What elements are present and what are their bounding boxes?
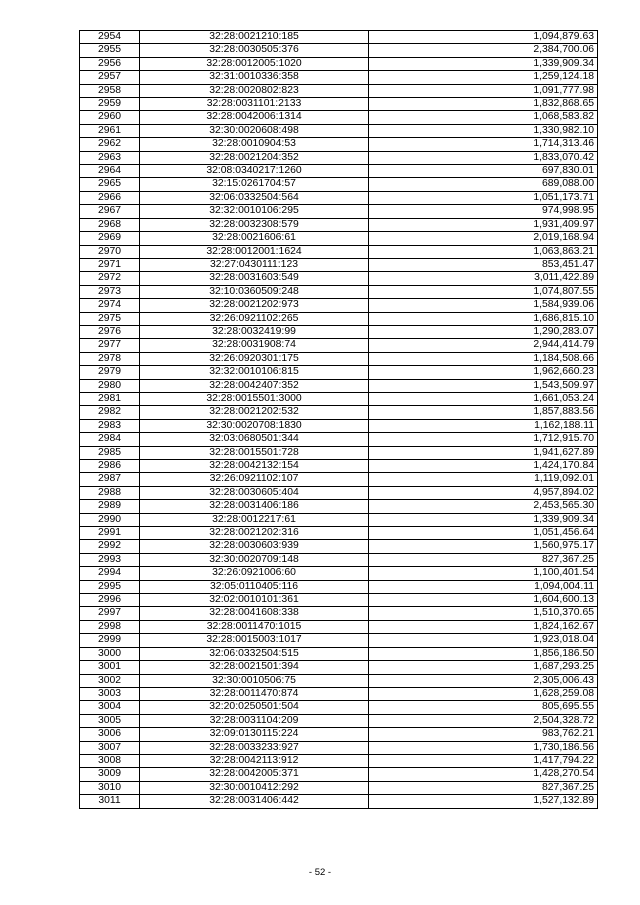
table-row — [80, 594, 598, 607]
cadastral-number-cell: 32:15:0261704:57 — [140, 178, 369, 191]
cadastral-number-cell: 32:28:0011470:1015 — [140, 620, 369, 633]
row-number-cell: 2985 — [80, 446, 140, 459]
table-row — [80, 191, 598, 204]
row-number-cell: 3005 — [80, 714, 140, 727]
table-row — [80, 245, 598, 258]
table-row — [80, 446, 598, 459]
table-row — [80, 151, 598, 164]
cadastral-number-cell: 32:26:0921102:265 — [140, 312, 369, 325]
cadastral-number-cell: 32:28:0031603:549 — [140, 272, 369, 285]
amount-cell: 1,417,794.22 — [369, 754, 598, 767]
cadastral-number-cell: 32:20:0250501:504 — [140, 701, 369, 714]
table-row — [80, 111, 598, 124]
row-number-cell: 2982 — [80, 406, 140, 419]
cadastral-number-cell: 32:28:0042005:371 — [140, 768, 369, 781]
amount-cell: 4,957,894.02 — [369, 486, 598, 499]
row-number-cell: 2958 — [80, 84, 140, 97]
cadastral-number-cell: 32:28:0012001:1624 — [140, 245, 369, 258]
cadastral-number-cell: 32:27:0430111:123 — [140, 258, 369, 271]
row-number-cell: 2966 — [80, 191, 140, 204]
amount-cell: 1,051,456.64 — [369, 527, 598, 540]
amount-cell: 1,962,660.23 — [369, 366, 598, 379]
row-number-cell: 2994 — [80, 567, 140, 580]
table-row — [80, 754, 598, 767]
amount-cell: 1,100,401.54 — [369, 567, 598, 580]
amount-cell: 697,830.01 — [369, 165, 598, 178]
table-row — [80, 540, 598, 553]
table-row — [80, 165, 598, 178]
row-number-cell: 2983 — [80, 419, 140, 432]
row-number-cell: 2965 — [80, 178, 140, 191]
row-number-cell: 2970 — [80, 245, 140, 258]
row-number-cell: 2974 — [80, 299, 140, 312]
row-number-cell: 2978 — [80, 352, 140, 365]
amount-cell: 1,339,909.34 — [369, 57, 598, 70]
cadastral-number-cell: 32:28:0021501:394 — [140, 661, 369, 674]
cadastral-number-cell: 32:28:0031406:186 — [140, 500, 369, 513]
table-row — [80, 674, 598, 687]
table-row — [80, 795, 598, 808]
amount-cell: 1,184,508.66 — [369, 352, 598, 365]
row-number-cell: 2957 — [80, 71, 140, 84]
cadastral-number-cell: 32:31:0010336:358 — [140, 71, 369, 84]
table-row — [80, 781, 598, 794]
cadastral-number-cell: 32:28:0021204:352 — [140, 151, 369, 164]
amount-cell: 1,687,293.25 — [369, 661, 598, 674]
cadastral-number-cell: 32:30:0010506:75 — [140, 674, 369, 687]
row-number-cell: 3003 — [80, 687, 140, 700]
amount-cell: 1,094,004.11 — [369, 580, 598, 593]
table-row — [80, 527, 598, 540]
row-number-cell: 3000 — [80, 647, 140, 660]
cadastral-number-cell: 32:28:0042407:352 — [140, 379, 369, 392]
cadastral-number-cell: 32:32:0010106:295 — [140, 205, 369, 218]
cadastral-number-cell: 32:28:0011470:874 — [140, 687, 369, 700]
cadastral-number-cell: 32:28:0021210:185 — [140, 31, 369, 44]
table-row — [80, 701, 598, 714]
table-row — [80, 620, 598, 633]
amount-cell: 1,330,982.10 — [369, 124, 598, 137]
amount-cell: 1,560,975.17 — [369, 540, 598, 553]
amount-cell: 853,451.47 — [369, 258, 598, 271]
cadastral-number-cell: 32:28:0015501:728 — [140, 446, 369, 459]
table-row — [80, 366, 598, 379]
cadastral-number-cell: 32:28:0030605:404 — [140, 486, 369, 499]
cadastral-number-cell: 32:28:0032419:99 — [140, 325, 369, 338]
amount-cell: 1,068,583.82 — [369, 111, 598, 124]
cadastral-number-cell: 32:28:0021606:61 — [140, 232, 369, 245]
table-row — [80, 272, 598, 285]
row-number-cell: 2968 — [80, 218, 140, 231]
cadastral-number-cell: 32:03:0680501:344 — [140, 433, 369, 446]
cadastral-number-cell: 32:32:0010106:815 — [140, 366, 369, 379]
cadastral-number-cell: 32:30:0010412:292 — [140, 781, 369, 794]
table-row — [80, 57, 598, 70]
table-row — [80, 607, 598, 620]
cadastral-number-cell: 32:28:0033233:927 — [140, 741, 369, 754]
table-row — [80, 312, 598, 325]
table-row — [80, 728, 598, 741]
cadastral-number-cell: 32:10:0360509:248 — [140, 285, 369, 298]
amount-cell: 827,367.25 — [369, 781, 598, 794]
amount-cell: 1,424,170.84 — [369, 460, 598, 473]
cadastral-number-cell: 32:28:0031908:74 — [140, 339, 369, 352]
cadastral-number-cell: 32:28:0015003:1017 — [140, 634, 369, 647]
table-row — [80, 553, 598, 566]
amount-cell: 1,119,092.01 — [369, 473, 598, 486]
row-number-cell: 2959 — [80, 98, 140, 111]
amount-cell: 1,259,124.18 — [369, 71, 598, 84]
amount-cell: 983,762.21 — [369, 728, 598, 741]
row-number-cell: 2971 — [80, 258, 140, 271]
amount-cell: 1,686,815.10 — [369, 312, 598, 325]
row-number-cell: 2972 — [80, 272, 140, 285]
page-number: - 52 - — [308, 867, 332, 878]
cadastral-number-cell: 32:05:0110405:116 — [140, 580, 369, 593]
table-row — [80, 406, 598, 419]
cadastral-number-cell: 32:26:0921006:60 — [140, 567, 369, 580]
cadastral-number-cell: 32:28:0012217:61 — [140, 513, 369, 526]
amount-cell: 1,604,600.13 — [369, 594, 598, 607]
cadastral-number-cell: 32:28:0030603:939 — [140, 540, 369, 553]
row-number-cell: 2986 — [80, 460, 140, 473]
row-number-cell: 2984 — [80, 433, 140, 446]
amount-cell: 2,504,328.72 — [369, 714, 598, 727]
cadastral-number-cell: 32:28:0010904:53 — [140, 138, 369, 151]
amount-cell: 1,094,879.63 — [369, 31, 598, 44]
row-number-cell: 3010 — [80, 781, 140, 794]
row-number-cell: 2991 — [80, 527, 140, 540]
amount-cell: 974,998.95 — [369, 205, 598, 218]
row-number-cell: 2975 — [80, 312, 140, 325]
amount-cell: 2,384,700.06 — [369, 44, 598, 57]
cadastral-number-cell: 32:28:0021202:532 — [140, 406, 369, 419]
row-number-cell: 2987 — [80, 473, 140, 486]
row-number-cell: 3001 — [80, 661, 140, 674]
table-row — [80, 352, 598, 365]
table-row — [80, 567, 598, 580]
cadastral-number-cell: 32:26:0921102:107 — [140, 473, 369, 486]
row-number-cell: 2955 — [80, 44, 140, 57]
table-row — [80, 325, 598, 338]
cadastral-number-cell: 32:26:0920301:175 — [140, 352, 369, 365]
amount-cell: 1,510,370.65 — [369, 607, 598, 620]
table-body — [80, 31, 598, 809]
amount-cell: 1,832,868.65 — [369, 98, 598, 111]
amount-cell: 827,367.25 — [369, 553, 598, 566]
row-number-cell: 2962 — [80, 138, 140, 151]
amount-cell: 689,088.00 — [369, 178, 598, 191]
row-number-cell: 2999 — [80, 634, 140, 647]
amount-cell: 1,428,270.54 — [369, 768, 598, 781]
cadastral-number-cell: 32:30:0020708:1830 — [140, 419, 369, 432]
row-number-cell: 2981 — [80, 392, 140, 405]
table-row — [80, 218, 598, 231]
table-row — [80, 258, 598, 271]
cadastral-number-cell: 32:28:0020802:823 — [140, 84, 369, 97]
row-number-cell: 2961 — [80, 124, 140, 137]
amount-cell: 1,856,186.50 — [369, 647, 598, 660]
row-number-cell: 2998 — [80, 620, 140, 633]
amount-cell: 3,011,422.89 — [369, 272, 598, 285]
cadastral-number-cell: 32:28:0012005:1020 — [140, 57, 369, 70]
row-number-cell: 2963 — [80, 151, 140, 164]
row-number-cell: 3008 — [80, 754, 140, 767]
amount-cell: 1,712,915.70 — [369, 433, 598, 446]
table-row — [80, 460, 598, 473]
cadastral-number-cell: 32:28:0031104:209 — [140, 714, 369, 727]
table-row — [80, 205, 598, 218]
row-number-cell: 2997 — [80, 607, 140, 620]
table-row — [80, 71, 598, 84]
row-number-cell: 2973 — [80, 285, 140, 298]
row-number-cell: 3002 — [80, 674, 140, 687]
amount-cell: 1,091,777.98 — [369, 84, 598, 97]
row-number-cell: 2976 — [80, 325, 140, 338]
amount-cell: 1,290,283.07 — [369, 325, 598, 338]
amount-cell: 805,695.55 — [369, 701, 598, 714]
amount-cell: 1,584,939.06 — [369, 299, 598, 312]
cadastral-number-cell: 32:28:0031406:442 — [140, 795, 369, 808]
table-row — [80, 379, 598, 392]
cadastral-number-cell: 32:30:0020709:148 — [140, 553, 369, 566]
cadastral-number-cell: 32:28:0032308:579 — [140, 218, 369, 231]
table-row — [80, 299, 598, 312]
row-number-cell: 3004 — [80, 701, 140, 714]
table-row — [80, 580, 598, 593]
amount-cell: 1,628,259.08 — [369, 687, 598, 700]
row-number-cell: 2988 — [80, 486, 140, 499]
amount-cell: 1,941,627.89 — [369, 446, 598, 459]
row-number-cell: 3011 — [80, 795, 140, 808]
cadastral-number-cell: 32:02:0010101:361 — [140, 594, 369, 607]
table-row — [80, 124, 598, 137]
cadastral-number-cell: 32:08:0340217:1260 — [140, 165, 369, 178]
row-number-cell: 2980 — [80, 379, 140, 392]
row-number-cell: 2990 — [80, 513, 140, 526]
row-number-cell: 2956 — [80, 57, 140, 70]
table-row — [80, 768, 598, 781]
cadastral-value-table — [79, 30, 598, 809]
amount-cell: 1,063,863.21 — [369, 245, 598, 258]
amount-cell: 2,019,168.94 — [369, 232, 598, 245]
row-number-cell: 2960 — [80, 111, 140, 124]
table-row — [80, 44, 598, 57]
table-row — [80, 31, 598, 44]
cadastral-number-cell: 32:06:0332504:564 — [140, 191, 369, 204]
amount-cell: 1,527,132.89 — [369, 795, 598, 808]
cadastral-number-cell: 32:09:0130115:224 — [140, 728, 369, 741]
cadastral-number-cell: 32:28:0042006:1314 — [140, 111, 369, 124]
table-row — [80, 138, 598, 151]
table-row — [80, 232, 598, 245]
table-row — [80, 687, 598, 700]
table-row — [80, 486, 598, 499]
amount-cell: 2,453,565.30 — [369, 500, 598, 513]
cadastral-number-cell: 32:28:0042132:154 — [140, 460, 369, 473]
table-row — [80, 419, 598, 432]
table-row — [80, 741, 598, 754]
table-row — [80, 714, 598, 727]
table-row — [80, 647, 598, 660]
amount-cell: 2,944,414.79 — [369, 339, 598, 352]
table-row — [80, 392, 598, 405]
amount-cell: 1,833,070.42 — [369, 151, 598, 164]
row-number-cell: 2989 — [80, 500, 140, 513]
row-number-cell: 2992 — [80, 540, 140, 553]
amount-cell: 1,923,018.04 — [369, 634, 598, 647]
amount-cell: 1,661,053.24 — [369, 392, 598, 405]
cadastral-number-cell: 32:28:0041608:338 — [140, 607, 369, 620]
table-row — [80, 84, 598, 97]
table-row — [80, 661, 598, 674]
cadastral-number-cell: 32:28:0042113:912 — [140, 754, 369, 767]
row-number-cell: 2954 — [80, 31, 140, 44]
table-row — [80, 98, 598, 111]
amount-cell: 1,857,883.56 — [369, 406, 598, 419]
row-number-cell: 2969 — [80, 232, 140, 245]
table-row — [80, 339, 598, 352]
amount-cell: 1,074,807.55 — [369, 285, 598, 298]
row-number-cell: 3007 — [80, 741, 140, 754]
row-number-cell: 2967 — [80, 205, 140, 218]
row-number-cell: 3009 — [80, 768, 140, 781]
table-row — [80, 513, 598, 526]
table-row — [80, 433, 598, 446]
row-number-cell: 2979 — [80, 366, 140, 379]
amount-cell: 1,730,186.56 — [369, 741, 598, 754]
amount-cell: 1,931,409.97 — [369, 218, 598, 231]
cadastral-number-cell: 32:28:0030505:376 — [140, 44, 369, 57]
amount-cell: 1,714,313.46 — [369, 138, 598, 151]
cadastral-number-cell: 32:06:0332504:515 — [140, 647, 369, 660]
amount-cell: 1,051,173.71 — [369, 191, 598, 204]
table-row — [80, 473, 598, 486]
amount-cell: 1,339,909.34 — [369, 513, 598, 526]
row-number-cell: 2996 — [80, 594, 140, 607]
cadastral-number-cell: 32:30:0020608:498 — [140, 124, 369, 137]
amount-cell: 1,162,188.11 — [369, 419, 598, 432]
cadastral-number-cell: 32:28:0015501:3000 — [140, 392, 369, 405]
amount-cell: 2,305,006.43 — [369, 674, 598, 687]
amount-cell: 1,543,509.97 — [369, 379, 598, 392]
table-row — [80, 285, 598, 298]
cadastral-number-cell: 32:28:0021202:316 — [140, 527, 369, 540]
row-number-cell: 2993 — [80, 553, 140, 566]
table-row — [80, 178, 598, 191]
cadastral-number-cell: 32:28:0031101:2133 — [140, 98, 369, 111]
row-number-cell: 2995 — [80, 580, 140, 593]
row-number-cell: 3006 — [80, 728, 140, 741]
row-number-cell: 2977 — [80, 339, 140, 352]
table-row — [80, 634, 598, 647]
cadastral-number-cell: 32:28:0021202:973 — [140, 299, 369, 312]
amount-cell: 1,824,162.67 — [369, 620, 598, 633]
row-number-cell: 2964 — [80, 165, 140, 178]
table-row — [80, 500, 598, 513]
